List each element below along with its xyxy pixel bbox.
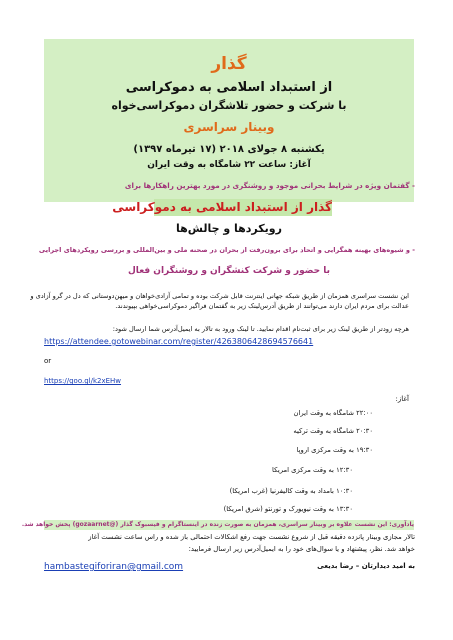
body-line-3: هرچه زودتر از طریق لینک زیر برای ثبت‌نام اقدام نمایید. تا لینک ورود به تالار به ایمیل‌آدرس شما ارسال شود: [112, 325, 409, 333]
presence-line: با حضور و شرکت کنشگران و روشنگران فعال [128, 266, 330, 276]
body-line-2: عدالت برای مردم ایران دارند می‌توانند از طریق آدرس‌لینک زیر به گفتمان فراگیر دموکراسی‌خواهی بپیوندند. [115, 302, 409, 310]
signature: به امید دیدارتان – رضا بدیعی [317, 562, 415, 570]
participants-line: با شرکت و حضور تلاشگران دموکراسی‌خواه [111, 99, 347, 112]
schedule-time-turkey: ۲۰:۳۰ شامگاه به وقت ترکیه [293, 427, 373, 435]
schedule-label: آغاز: [395, 395, 409, 403]
schedule-time-europe: ۱۹:۳۰ به وقت مرکزی اروپا [296, 446, 373, 454]
discussion-topic: رویکردها و چالش‌ها [176, 222, 282, 235]
schedule-time-california: ۱۰:۳۰ بامداد به وقت کالیفرنیا (غرب امریکا) [229, 487, 353, 495]
contact-email-link[interactable]: hambastegiforiran@gmail.com [44, 562, 184, 572]
footer-paragraph-2: خواهد شد. نظر، پیشنهاد و یا سوال‌های خود را به ایمیل‌آدرس زیر ارسال فرمایید: [188, 545, 415, 553]
event-date: یکشنبه ۸ جولای ۲۰۱۸ (۱۷ تیرماه ۱۳۹۷) [133, 144, 325, 155]
discussion-intro: - گفتمان ویژه در شرایط بحرانی موجود و روشنگری در مورد بهترین راهکارها برای [124, 181, 415, 190]
event-start-time: آغاز: ساعت ۲۲ شامگاه به وقت ایران [147, 160, 311, 170]
short-registration-link[interactable]: https://goo.gl/k2xEHw [44, 377, 122, 385]
event-type: وبینار سراسری [183, 120, 275, 134]
schedule-time-iran: ۲۲:۰۰ شامگاه به وقت ایران [293, 409, 373, 417]
flyer-title: گذار [211, 54, 247, 74]
schedule-time-new-york: ۱۳:۳۰ به وقت نیویورک و تورنتو (شرق امریکا) [223, 505, 353, 513]
flyer-subtitle: از استبداد اسلامی به دموکراسی [125, 80, 333, 95]
footer-paragraph-1: تالار مجازی وبینار پانزده دقیقه قبل از شروع نشست جهت رفع اشکالات احتمالی باز شده و راس ساعت نشست آغاز [88, 533, 415, 541]
highlight-title: گذار از استبداد اسلامی به دموکراسی [112, 200, 332, 214]
body-line-1: این نشست سراسری همزمان از طریق شبکه جهانی اینترنت قابل شرکت بوده و تمامی آزادی‌خواهان و میهن‌دوستانی که دل در گرو آزادی و [30, 292, 409, 300]
schedule-time-central-us: ۱۲:۳۰ به وقت مرکزی امریکا [272, 466, 353, 474]
registration-link[interactable]: https://attendee.gotowebinar.com/register/4263806428694576641 [44, 337, 314, 346]
discussion-detail: - و شیوه‌های بهینه همگرایی و اتحاد برای برون‌رفت از بحران در صحنه ملی و بین‌المللی و بررسی رویکردهای اجرایی [38, 246, 415, 254]
or-separator: or [44, 357, 52, 365]
reminder-note: یادآوری: این نشست علاوه بر وبینار سراسری، همزمان به صورت زنده در اینستاگرام و فیسبوک گذار (@gozaarnet) پخش خواهد شد. [21, 521, 414, 528]
